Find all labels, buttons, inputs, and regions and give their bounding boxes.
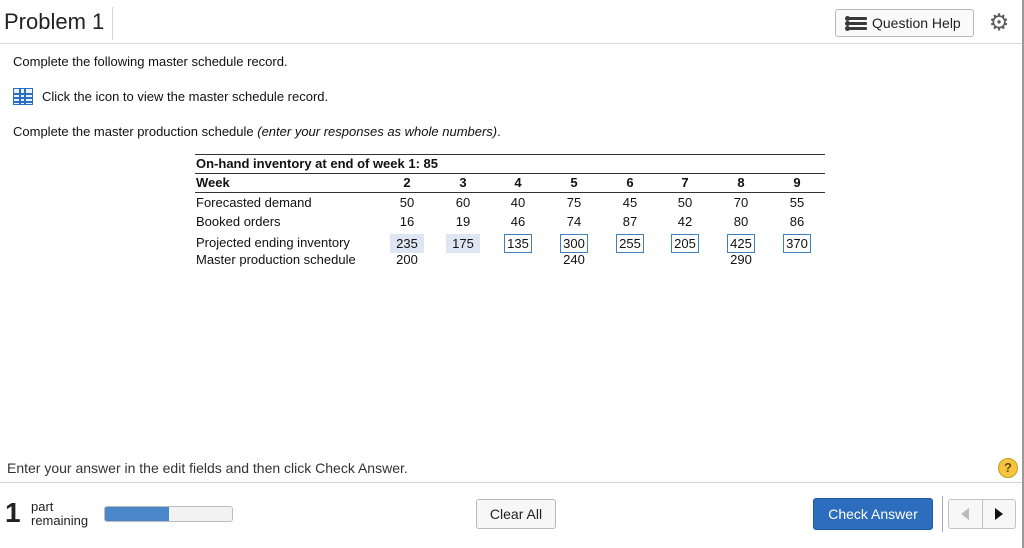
week-header-row [195, 174, 825, 193]
record-link-text: Click the icon to view the master schedule record. [42, 89, 329, 104]
projected-inventory-input[interactable]: 135 [504, 234, 532, 253]
mps-cell: 200 [396, 252, 418, 267]
booked-cell: 80 [733, 214, 749, 229]
projected-inventory-input[interactable]: 255 [616, 234, 644, 253]
projected-inventory-cell: 235 [390, 234, 424, 253]
booked-cell: 87 [622, 214, 638, 229]
week-cell: 9 [793, 175, 801, 190]
week-cell: 6 [626, 175, 634, 190]
mps-cell: 290 [730, 252, 752, 267]
forecast-row [195, 193, 825, 212]
task-text-main: Complete the master production schedule [13, 124, 258, 139]
progress-fill [105, 507, 169, 521]
list-icon [846, 16, 867, 31]
record-link-row [13, 88, 328, 105]
mps-row [195, 250, 825, 269]
progress-bar [104, 506, 233, 522]
week-cell: 8 [737, 175, 745, 190]
task-text-note: (enter your responses as whole numbers) [257, 124, 498, 139]
week-cell: 7 [681, 175, 689, 190]
booked-cell: 46 [510, 214, 526, 229]
mps-label: Master production schedule [196, 252, 356, 267]
booked-row [195, 212, 825, 231]
forecast-label: Forecasted demand [196, 195, 312, 210]
gear-icon[interactable]: ⚙ [988, 9, 1010, 35]
check-answer-button[interactable]: Check Answer [813, 498, 933, 530]
week-cell: 3 [459, 175, 467, 190]
question-help-button[interactable] [835, 9, 974, 37]
forecast-cell: 40 [510, 195, 526, 210]
next-button[interactable] [983, 500, 1016, 528]
booked-cell: 16 [399, 214, 415, 229]
projected-inventory-input[interactable]: 370 [783, 234, 811, 253]
question-icon[interactable]: ? [998, 458, 1018, 478]
divider [942, 496, 943, 532]
week-cell: 5 [570, 175, 578, 190]
parts-count: 1 [5, 497, 21, 528]
task-text [13, 124, 501, 139]
header [0, 0, 1022, 44]
master-schedule-table [195, 154, 825, 269]
instruction-bar-text: Enter your answer in the edit fields and then click Check Answer. [7, 460, 408, 476]
question-help-label: Question Help [872, 15, 961, 31]
booked-cell: 86 [789, 214, 805, 229]
parts-label-line1: part [31, 499, 54, 514]
booked-cell: 74 [566, 214, 582, 229]
projected-inventory-row [195, 231, 825, 250]
projected-inventory-label: Projected ending inventory [196, 235, 350, 250]
week-cell: 4 [514, 175, 522, 190]
forecast-cell: 55 [789, 195, 805, 210]
booked-cell: 19 [455, 214, 471, 229]
bottom-bar [0, 484, 1022, 548]
forecast-cell: 50 [399, 195, 415, 210]
forecast-cell: 45 [622, 195, 638, 210]
booked-label: Booked orders [196, 214, 281, 229]
parts-remaining-label [31, 500, 88, 528]
week-cell: 2 [403, 175, 411, 190]
instruction-text: Complete the following master schedule record. [13, 54, 288, 69]
forecast-cell: 50 [677, 195, 693, 210]
triangle-right-icon [995, 508, 1003, 520]
table-icon[interactable] [13, 88, 33, 105]
onhand-label: On-hand inventory at end of week 1: 85 [196, 156, 438, 171]
forecast-cell: 70 [733, 195, 749, 210]
forecast-cell: 60 [455, 195, 471, 210]
booked-cell: 42 [677, 214, 693, 229]
parts-label-line2: remaining [31, 513, 89, 528]
forecast-cell: 75 [566, 195, 582, 210]
projected-inventory-cell: 175 [446, 234, 480, 253]
projected-inventory-input[interactable]: 425 [727, 234, 755, 253]
clear-all-button[interactable]: Clear All [476, 499, 556, 529]
triangle-left-icon [961, 508, 969, 520]
week-label: Week [196, 175, 230, 190]
task-text-end: . [497, 124, 501, 139]
projected-inventory-input[interactable]: 300 [560, 234, 588, 253]
mps-cell: 240 [563, 252, 585, 267]
projected-inventory-input[interactable]: 205 [671, 234, 699, 253]
page-title: Problem 1 [4, 7, 113, 40]
previous-button[interactable] [949, 500, 983, 528]
instruction-bar [0, 450, 1022, 483]
question-nav [948, 499, 1016, 529]
onhand-row [195, 155, 825, 174]
